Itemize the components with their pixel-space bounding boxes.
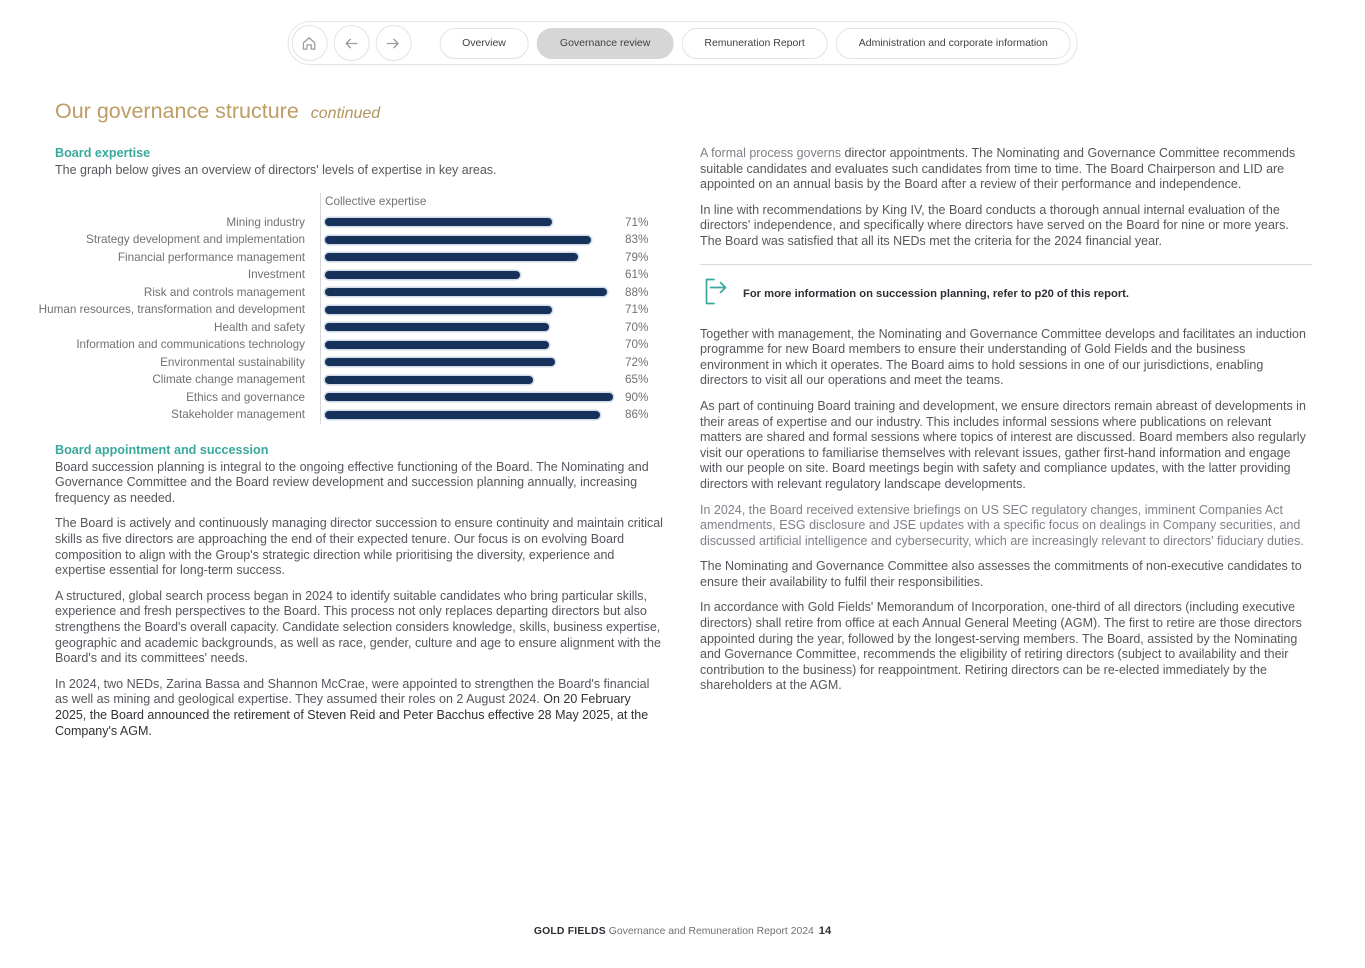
chart-category-label: Risk and controls management: [143, 285, 305, 299]
chart-bar: [325, 323, 549, 331]
body-paragraph: [700, 399, 1312, 493]
tab-remuneration-report[interactable]: Remuneration Report: [681, 28, 827, 59]
tab-overview[interactable]: Overview: [439, 28, 529, 59]
chart-value-label: 83%: [625, 233, 649, 247]
chart-bar: [325, 306, 552, 314]
footer-page-number: 14: [818, 925, 832, 937]
chart-category-label: Information and communications technology: [76, 338, 305, 352]
chart-category-label: Human resources, transformation and development: [38, 303, 305, 317]
chart-category-label: Ethics and governance: [186, 390, 305, 404]
board-expertise-heading: Board expertise: [55, 146, 151, 160]
chart-category-label: Stakeholder management: [171, 408, 305, 422]
back-button[interactable]: [333, 25, 369, 61]
chart-bar: [325, 358, 555, 366]
callout-text: For more information on succession planning, refer to p20 of this report.: [743, 287, 1130, 300]
chart-bar: [325, 411, 600, 419]
paragraph-text: director appointments. The Nominating and Governance Committee recommends suitable candidates and evaluates such candidates from time to time. The Board Chairperson and LID are appointed on an annual basis by the Board after a review of their performance and independence.: [700, 146, 1296, 192]
body-paragraph: [700, 203, 1312, 250]
chart-value-label: 70%: [625, 320, 649, 334]
body-paragraph: [700, 559, 1312, 590]
board-appointment-paragraphs: [55, 460, 664, 740]
home-button[interactable]: [291, 25, 327, 61]
chart-value-label: 71%: [625, 215, 649, 229]
body-paragraph: [700, 327, 1312, 389]
chart-value-label: 86%: [625, 408, 649, 422]
page-title-text: Our governance structure: [55, 99, 299, 123]
chart-bar-row: [325, 231, 664, 249]
paragraph-text: Together with management, the Nominating and Governance Committee develops and facilitates an induction programme for new Board members to ensure their understanding of Gold Fields and the business environment in which it operates. The Board aims to hold sessions in one of our jurisdictions, enabling directors to visit all our operations and meet the teams.: [700, 326, 1306, 388]
chart-value-label: 79%: [625, 250, 649, 264]
chart-bar-row: [325, 249, 664, 267]
chart-bar: [325, 393, 613, 401]
paragraph-text: The Board is actively and continuously managing director succession to ensure continuity and maintain critical skills as five directors are approaching the end of their expected tenure. Our focus is on evolving Board composition to align with the Group's strategic direction while prioritising the diversity, experience and expertise essential for long-term success.: [55, 516, 663, 578]
body-paragraph: [700, 600, 1312, 694]
paragraph-text: A structured, global search process began in 2024 to identify suitable candidates who bring particular skills, experience and fresh perspectives to the Board. This process not only replaces departing directors but also strengthens the Board's overall capacity. Candidate selection considers knowledge, skills, business expertise, geographic and academic backgrounds, as well as race, gender, culture and age to ensure alignment with the Board's and its committees' needs.: [55, 588, 661, 666]
paragraph-text: In accordance with Gold Fields' Memorandum of Incorporation, one-third of all directors (including executive directors) shall retire from office at each Annual General Meeting (AGM). The first to retire are those directors appointed during the year, followed by the longest-serving members. The Board, assisted by the Nominating and Governance Committee, recommends the eligibility of retiring directors (subject to availability and their contribution to the business) for reappointment. Retiring directors can be re-elected immediately by the shareholders at the AGM.: [700, 600, 1302, 693]
chart-category-label: Investment: [247, 268, 305, 282]
board-appointment-heading: Board appointment and succession: [55, 442, 269, 457]
chart-bar: [325, 236, 591, 244]
board-expertise-chart: [38, 193, 664, 424]
top-navigation-bar: [287, 21, 1078, 65]
chart-value-label: 88%: [625, 285, 649, 299]
footer-brand: GOLD FIELDS: [533, 926, 606, 937]
chart-bar-row: [325, 406, 664, 424]
home-icon: [301, 35, 318, 52]
right-column: [700, 146, 1312, 704]
left-column: [38, 146, 664, 749]
chart-value-label: 71%: [625, 303, 649, 317]
forward-arrow-icon: [385, 35, 402, 52]
back-arrow-icon: [343, 35, 360, 52]
chart-bar-row: [325, 284, 664, 302]
chart-bar-row: [325, 389, 664, 407]
chart-plot-area: [320, 193, 664, 424]
page-reference-arrow-icon: [705, 278, 727, 310]
nav-tabs: [439, 28, 1071, 59]
chart-bar: [325, 253, 578, 261]
tab-administration-and-corporate-information[interactable]: Administration and corporate information: [836, 28, 1071, 59]
succession-planning-reference[interactable]: [700, 265, 1312, 327]
chart-bar: [325, 341, 549, 349]
chart-bars: [325, 214, 664, 424]
chart-category-label: Mining industry: [226, 215, 305, 229]
paragraph-text: In 2024, two NEDs, Zarina Bassa and Shannon McCrae, were appointed to strengthen the Board's financial as well as mining and geological expertise. They assumed their roles on 2 August 2024.: [55, 676, 650, 707]
chart-bar-row: [325, 319, 664, 337]
chart-category-label: Health and safety: [214, 320, 305, 334]
chart-category-labels: [38, 193, 320, 424]
paragraph-text: In 2024, the Board received extensive briefings on US SEC regulatory changes, imminent Companies Act amendments, ESG disclosure and JSE updates with a specific focus on dealings in Company securities, and discussed artificial intelligence and cybersecurity, which are increasingly relevant to directors' fiduciary duties.: [700, 502, 1304, 548]
chart-bar: [325, 288, 607, 296]
chart-category-label: Climate change management: [152, 373, 305, 387]
chart-value-label: 70%: [625, 338, 649, 352]
body-paragraph: [55, 589, 664, 667]
chart-bar-row: [325, 301, 664, 319]
paragraph-text: In line with recommendations by King IV, the Board conducts a thorough annual internal evaluation of the directors' independence, and specifically where directors have served on the Board for nine or more years. The Board was satisfied that all its NEDs met the criteria for the 2024 financial year.: [700, 202, 1289, 248]
chart-value-label: 72%: [625, 355, 649, 369]
chart-value-label: 65%: [625, 373, 649, 387]
paragraph-text: On 20 February 2025, the Board announced the retirement of Steven Reid and Peter Bacchus effective 28 May 2025, at the Company's AGM.: [55, 692, 649, 738]
chart-title: Collective expertise: [325, 194, 427, 208]
footer-report-name: Governance and Remuneration Report 2024: [608, 926, 814, 937]
paragraph-text: A formal process governs: [700, 146, 845, 160]
chart-category-label: Financial performance management: [117, 250, 305, 264]
tab-governance-review[interactable]: Governance review: [537, 28, 673, 59]
right-paragraphs-top: [700, 146, 1312, 250]
chart-bar: [325, 376, 533, 384]
body-paragraph: [55, 516, 664, 578]
chart-bar-row: [325, 371, 664, 389]
chart-bar-row: [325, 336, 664, 354]
board-expertise-intro: The graph below gives an overview of directors' levels of expertise in key areas.: [55, 163, 497, 177]
chart-bar-row: [325, 354, 664, 372]
page-title: [55, 99, 380, 124]
chart-value-label: 61%: [625, 268, 649, 282]
chart-bar-row: [325, 214, 664, 232]
chart-bar: [325, 218, 552, 226]
body-paragraph: [700, 146, 1312, 193]
chart-bar-row: [325, 266, 664, 284]
paragraph-text: Board succession planning is integral to the ongoing effective functioning of the Board. The Nominating and Governance Committee and the Board review development and succession planning annually, increasing frequency as needed.: [55, 459, 649, 505]
chart-category-label: Strategy development and implementation: [86, 233, 305, 247]
paragraph-text: The Nominating and Governance Committee also assesses the commitments of non-executive candidates to ensure their availability to fulfil their responsibilities.: [700, 559, 1302, 589]
chart-value-label: 90%: [625, 390, 649, 404]
chart-category-label: Environmental sustainability: [160, 355, 305, 369]
body-paragraph: [700, 503, 1312, 550]
page-title-continued: continued: [310, 105, 381, 122]
page-footer: [0, 925, 1365, 937]
right-paragraphs-bottom: [700, 327, 1312, 694]
chart-bar: [325, 271, 520, 279]
body-paragraph: [55, 677, 664, 739]
forward-button[interactable]: [375, 25, 411, 61]
body-paragraph: [55, 460, 664, 507]
paragraph-text: As part of continuing Board training and development, we ensure directors remain abreast of developments in their areas of expertise and our industry. This includes informal sessions where publications on relevant matters are shared and formal sessions where topics of interest are discussed. Board members also regularly visit our operations to familiarise themselves with relevant issues, gather first-hand information and engage with our people on site. Board meetings begin with safety and compliance updates, with the latter providing directors with relevant regulatory landscape developments.: [700, 398, 1306, 491]
